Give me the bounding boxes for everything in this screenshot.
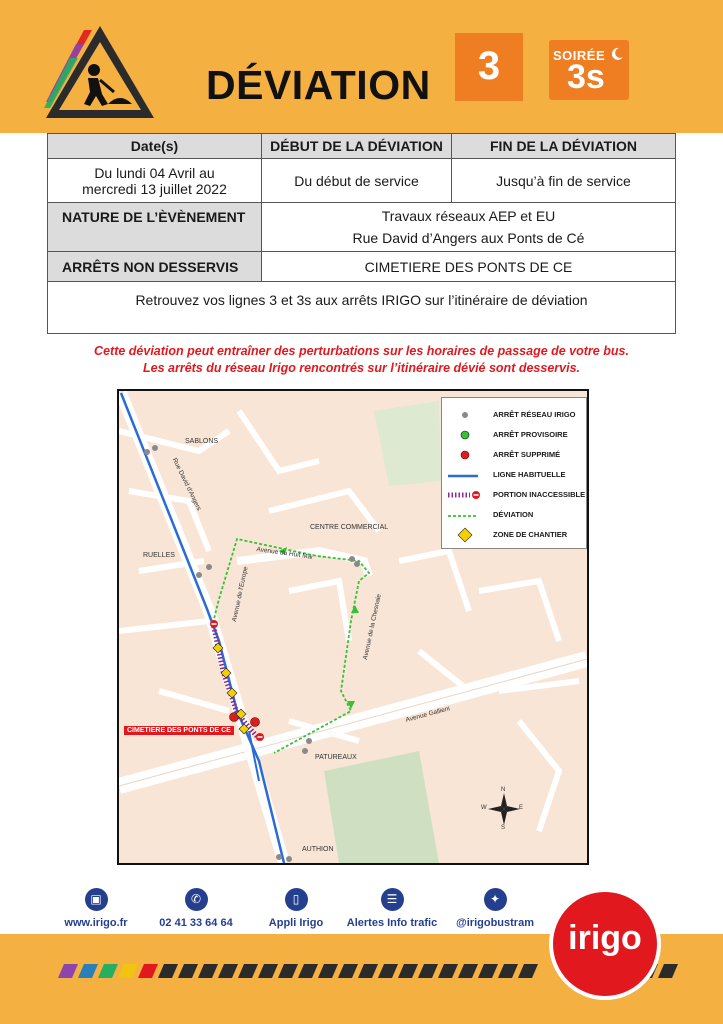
deviation-icon <box>446 506 480 524</box>
alert-bell-icon: ☰ <box>381 888 404 911</box>
smartphone-icon: ▯ <box>285 888 308 911</box>
compass-w: W <box>481 805 487 811</box>
irigo-logo <box>549 888 661 1000</box>
temporary-stop-icon <box>446 426 480 444</box>
arrets-label: ARRÊTS NON DESSERVIS <box>48 252 262 282</box>
legend-item: PORTION INACCESSIBLE <box>442 486 588 504</box>
place-centre-commercial: CENTRE COMMERCIAL <box>310 524 389 531</box>
dates-line-1: Du lundi 04 Avril au <box>94 164 215 181</box>
irigo-stop-icon <box>446 406 480 424</box>
line-3-badge: 3 <box>455 33 523 101</box>
app-link[interactable]: ▯ Appli Irigo <box>262 888 330 929</box>
dates-line-2: mercredi 13 juillet 2022 <box>82 180 227 197</box>
legend-item: ARRÊT PROVISOIRE <box>442 426 588 444</box>
irigo-logo-text: irigo <box>568 919 642 957</box>
info-text: Retrouvez vos lignes 3 et 3s aux arrêts IRIGO sur l’itinéraire de déviation <box>48 282 676 334</box>
legend-item: LIGNE HABITUELLE <box>442 466 588 484</box>
page-title: DÉVIATION <box>206 62 431 108</box>
suppressed-stop-icon <box>446 446 480 464</box>
laptop-icon: ▣ <box>85 888 108 911</box>
inaccessible-portion-icon <box>446 486 480 504</box>
roadworks-warning-icon <box>42 22 158 122</box>
worksite-icon <box>446 526 480 544</box>
soiree-label: SOIRÉE <box>553 48 606 63</box>
place-patureaux: PATUREAUX <box>315 754 357 761</box>
place-authion: AUTHION <box>302 846 334 853</box>
notice-line-2: Les arrêts du réseau Irigo rencontrés sur l’itinéraire dévié sont desservis. <box>143 361 580 375</box>
street-rue-david-angers: Rue David d'Angers <box>170 457 203 512</box>
park-area-south <box>324 751 439 863</box>
legend-item: ARRÊT RÉSEAU IRIGO <box>442 406 588 424</box>
place-ruelles: RUELLES <box>143 552 175 559</box>
nature-label: NATURE DE L’ÈVÈNEMENT <box>48 203 262 252</box>
alerts-link[interactable]: ☰ Alertes Info trafic <box>340 888 444 929</box>
header-dates: Date(s) <box>48 134 262 159</box>
legend-item: DÉVIATION <box>442 506 588 524</box>
website-link[interactable]: ▣ www.irigo.fr <box>60 888 132 929</box>
twitter-link[interactable]: ✦ @irigobustram <box>452 888 538 929</box>
header-fin: FIN DE LA DÉVIATION <box>452 134 676 159</box>
habitual-line-icon <box>446 466 480 484</box>
compass-n: N <box>501 787 506 793</box>
debut-value: Du début de service <box>262 159 452 203</box>
map-legend <box>441 397 587 549</box>
phone-link[interactable]: ✆ 02 41 33 64 64 <box>150 888 242 929</box>
cimetiere-stop-label: CIMETIERE DES PONTS DE CE <box>124 726 234 735</box>
nature-value <box>262 203 676 252</box>
nature-line-1: Travaux réseaux AEP et EU <box>381 208 556 224</box>
soiree-line-number: 3s <box>567 58 605 96</box>
dates-value <box>48 159 262 203</box>
header-debut: DÉBUT DE LA DÉVIATION <box>262 134 452 159</box>
legend-item: ZONE DE CHANTIER <box>442 526 588 544</box>
street-avenue-huit-mai: Avenue du Huit Mai <box>256 546 314 561</box>
phone-icon: ✆ <box>185 888 208 911</box>
fin-value: Jusqu’à fin de service <box>452 159 676 203</box>
moon-icon <box>609 46 625 62</box>
street-avenue-gallieni: Avenue Gallieni <box>405 705 451 724</box>
soiree-3s-badge <box>549 40 629 100</box>
arrets-value: CIMETIERE DES PONTS DE CE <box>262 252 676 282</box>
place-sablons: SABLONS <box>185 438 219 445</box>
compass-e: E <box>519 805 524 811</box>
street-avenue-europe: Avenue de l'Europe <box>231 565 250 623</box>
legend-item: ARRÊT SUPPRIMÉ <box>442 446 588 464</box>
notice-line-1: Cette déviation peut entraîner des perturbations sur les horaires de passage de votre bus. <box>94 344 629 358</box>
twitter-icon: ✦ <box>484 888 507 911</box>
deviation-info-table <box>47 133 676 334</box>
nature-line-2: Rue David d’Angers aux Ponts de Cé <box>352 230 585 246</box>
deviation-map <box>117 389 589 865</box>
disruption-notice <box>0 343 723 377</box>
compass-s: S <box>501 825 506 831</box>
street-avenue-chesnaie: Avenue de la Chesnaie <box>362 593 383 661</box>
